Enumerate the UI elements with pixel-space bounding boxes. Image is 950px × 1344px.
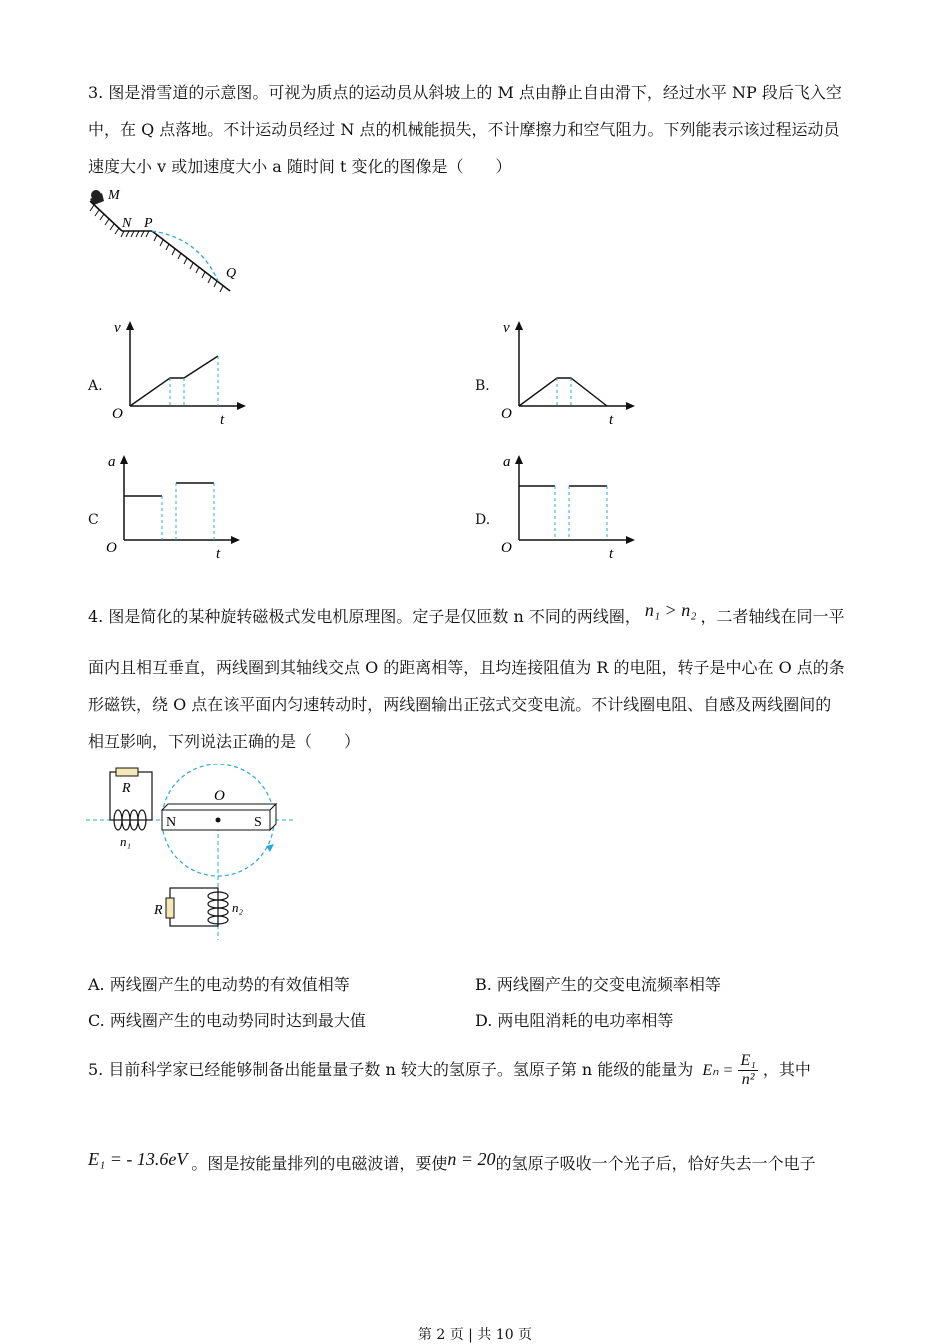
q5-line-1 bbox=[88, 1048, 811, 1093]
q5-formula-denominator: n² bbox=[741, 1071, 755, 1088]
q5-line-2 bbox=[88, 1148, 816, 1179]
q4-inequality: n₁ > n₂ bbox=[644, 600, 697, 620]
q5-line-1-tail: ，其中 bbox=[762, 1060, 811, 1079]
q3-option-c-label: C bbox=[88, 512, 99, 528]
q3-line-1: 3. 图是滑雪道的示意图。可视为质点的运动员从斜坡上的 M 点由静止自由滑下，经过水平 NP 段后飞入空 bbox=[88, 83, 842, 102]
generator-figure bbox=[86, 764, 296, 944]
axis-label-t: t bbox=[216, 546, 221, 562]
q3-line-3: 速度大小 v 或加速度大小 a 随时间 t 变化的图像是（ ） bbox=[88, 157, 512, 176]
q5-line-2-text: 。图是按能量排列的电磁波谱，要使 bbox=[191, 1154, 448, 1173]
q4-option-d[interactable]: D. 两电阻消耗的电功率相等 bbox=[475, 1011, 674, 1030]
q3-option-a-graph bbox=[108, 318, 248, 428]
q3-option-b-label: B. bbox=[475, 378, 490, 394]
bar-magnet bbox=[162, 804, 276, 830]
q4-line-1 bbox=[88, 600, 845, 628]
q4-line-1-tail: ，二者轴线在同一平 bbox=[700, 607, 845, 626]
axis-label-a: a bbox=[108, 454, 116, 470]
axis-label-v: v bbox=[503, 320, 510, 336]
origin-label: O bbox=[112, 406, 123, 422]
magnet-pole-s: S bbox=[254, 815, 262, 830]
origin-label: O bbox=[501, 540, 512, 556]
axis-label-v: v bbox=[114, 320, 121, 336]
q5-line-1-text: 5. 目前科学家已经能够制备出能量量子数 n 较大的氢原子。氢原子第 n 能级的能量为 bbox=[88, 1060, 694, 1079]
q5-formula-lhs: Eₙ = bbox=[702, 1062, 734, 1079]
page-footer: 第 2 页 | 共 10 页 bbox=[417, 1327, 533, 1343]
q3-option-c-graph bbox=[102, 452, 242, 562]
axis-label-t: t bbox=[609, 546, 614, 562]
q5-e1-value: E₁ = - 13.6eV bbox=[88, 1149, 188, 1169]
q4-option-b[interactable]: B. 两线圈产生的交变电流频率相等 bbox=[475, 975, 721, 994]
q4-line-1-text: 4. 图是简化的某种旋转磁极式发电机原理图。定子是仅匝数 n 不同的两线圈， bbox=[88, 607, 641, 626]
q4-option-a[interactable]: A. 两线圈产生的电动势的有效值相等 bbox=[88, 975, 350, 994]
coil-n1-label: n₁ bbox=[120, 834, 132, 849]
q5-n-value: n = 20 bbox=[447, 1149, 496, 1169]
q3-option-d-graph bbox=[497, 452, 637, 562]
slope-label-q: Q bbox=[226, 266, 237, 281]
q3-option-a-label: A. bbox=[88, 378, 103, 394]
coil-n2-label: n₂ bbox=[232, 900, 244, 915]
q3-option-b-graph bbox=[497, 318, 637, 428]
ski-slope-figure bbox=[84, 183, 254, 298]
q5-formula-fraction bbox=[738, 1052, 757, 1089]
q4-line-3: 形磁铁，绕 O 点在该平面内匀速转动时，两线圈输出正弦式交变电流。不计线圈电阻、自感及两线圈间的 bbox=[88, 695, 832, 714]
q3-line-2: 中，在 Q 点落地。不计运动员经过 N 点的机械能损失，不计摩擦力和空气阻力。下列能表示该过程运动员 bbox=[88, 120, 840, 139]
slope-label-p: P bbox=[144, 216, 153, 231]
origin-label: O bbox=[501, 406, 512, 422]
q4-option-c[interactable]: C. 两线圈产生的电动势同时达到最大值 bbox=[88, 1011, 366, 1030]
axis-label-t: t bbox=[220, 412, 225, 428]
q5-formula-numerator: E₁ bbox=[740, 1052, 756, 1069]
axis-label-a: a bbox=[503, 454, 511, 470]
q4-line-2: 面内且相互垂直，两线圈到其轴线交点 O 的距离相等，且均连接阻值为 R 的电阻，转子是中心在 O 点的条 bbox=[88, 658, 845, 677]
label-o: O bbox=[214, 788, 225, 804]
slope-label-n: N bbox=[122, 216, 132, 231]
resistor-r2-label: R bbox=[154, 903, 163, 918]
q5-line-2-tail: 的氢原子吸收一个光子后，恰好失去一个电子 bbox=[495, 1154, 816, 1173]
axis-label-t: t bbox=[609, 412, 614, 428]
q4-line-4: 相互影响，下列说法正确的是（ ） bbox=[88, 732, 361, 751]
resistor-r1-label: R bbox=[122, 781, 131, 796]
magnet-pole-n: N bbox=[166, 815, 177, 830]
origin-label: O bbox=[106, 540, 117, 556]
q3-option-d-label: D. bbox=[475, 512, 491, 528]
slope-label-m: M bbox=[108, 188, 120, 203]
